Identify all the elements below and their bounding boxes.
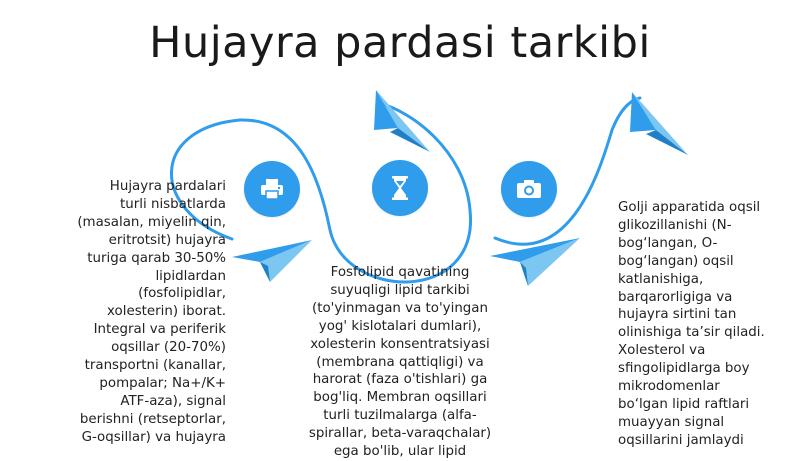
camera-icon [516, 179, 542, 199]
printer-circle [244, 161, 300, 217]
camera-circle [501, 161, 557, 217]
page-title: Hujayra pardasi tarkibi [149, 18, 651, 68]
paper-plane-icon [374, 90, 430, 152]
paper-plane-icon [630, 92, 688, 155]
paper-plane-icon [490, 238, 580, 286]
hourglass-icon [390, 175, 410, 201]
column-text-middle: Fosfolipid qavatining suyuqligi lipid tarkibi (to'yinmagan va to'yingan yog' kislotalari dumlari), xolesterin konsentratsiyasi (membrana qattiqligi) va harorat (faza o'tishlari) ga bog'liq. Membran oqsillari turli tuzilmalarga (alfa- spirallar, beta-varaqchalar) ega bo'lib, ular lipid [308, 265, 492, 460]
column-text-left: Hujayra pardalari turli nisbatlarda (masalan, miyelin qin, eritrotsit) hujayra turiga qarab 30-50% lipidlardan (fosfolipidlar, xolesterin) iborat. Integral va periferik oqsillar (20-70%) transportni (kanallar, pompalar; Na+/K+ ATF-aza), signal berishni (retseptorlar, G-oqsillar) va hujayra [77, 179, 226, 445]
printer-icon [259, 177, 285, 201]
hourglass-circle [372, 160, 428, 216]
column-text-right: Golji apparatida oqsil glikozillanishi (N- bog‘langan, O- bog‘langan) oqsil katlanishiga, barqarorligiga va hujayra sirtini tan olinishiga ta’sir qiladi. Xolesterol va sfingolipidlarga boy mikrodomenlar bo‘lgan lipid raftlari muayyan signal oqsillarini jamlaydi [618, 200, 765, 448]
